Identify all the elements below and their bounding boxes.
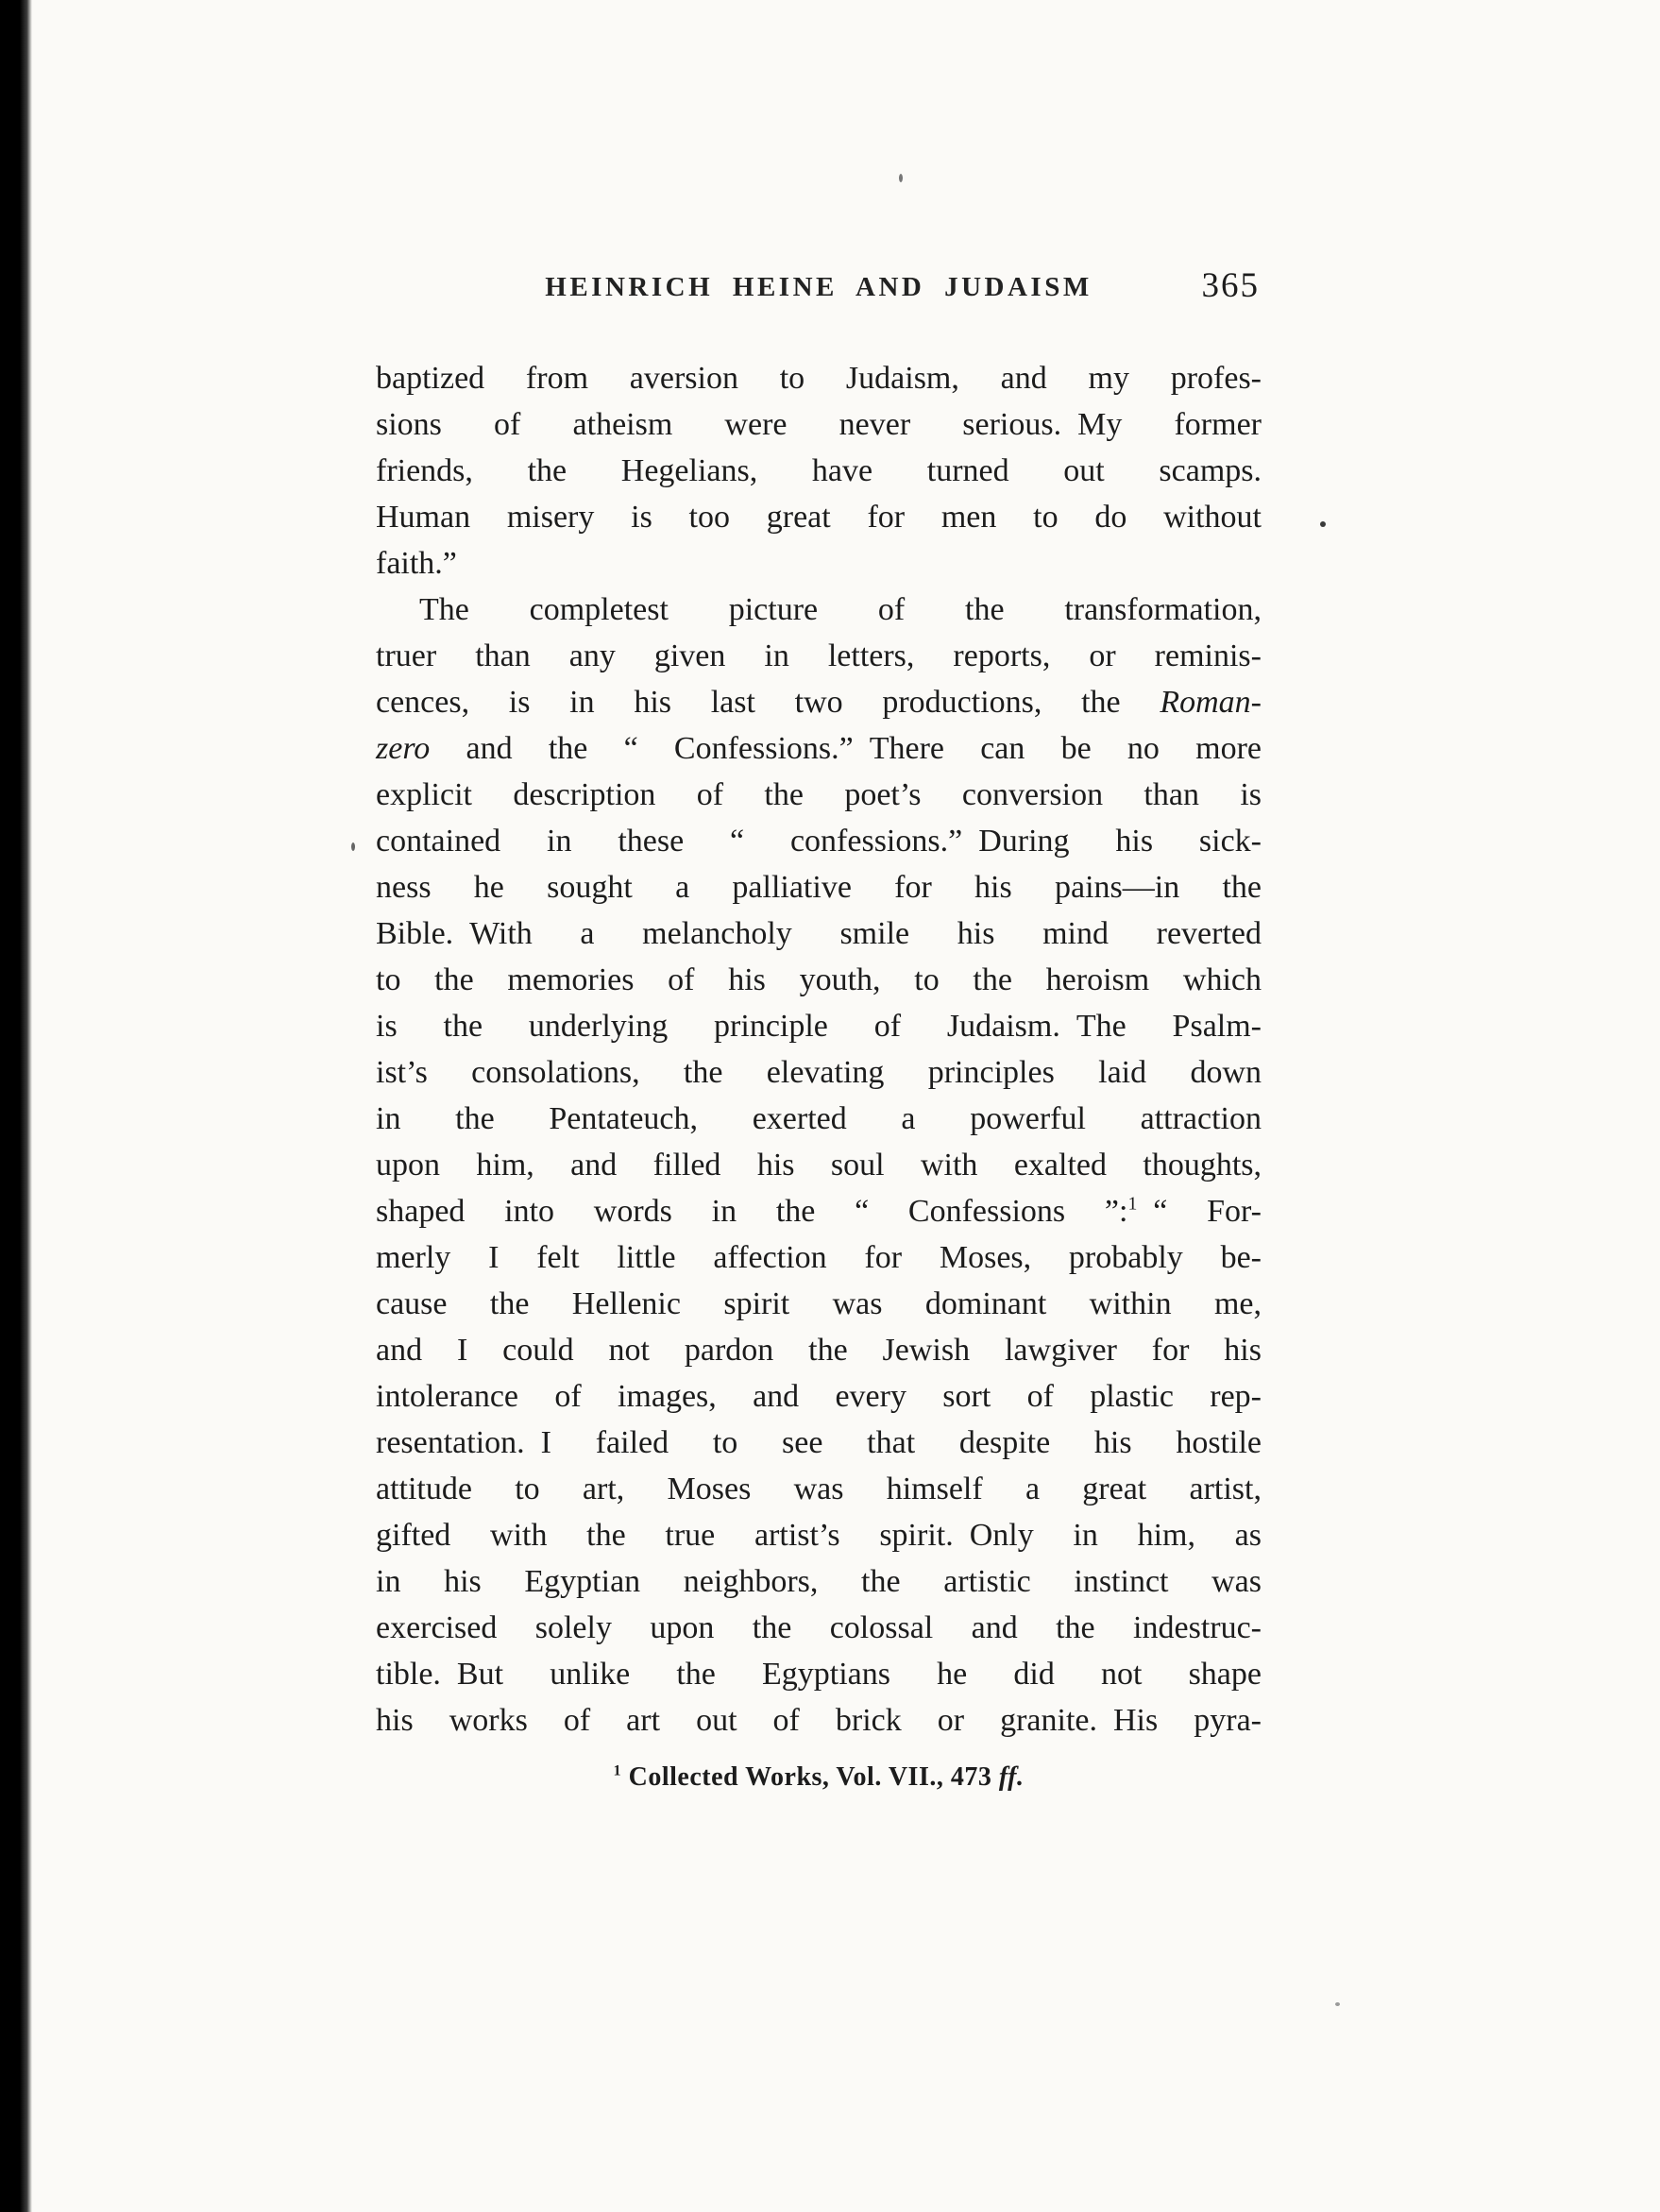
text-line: explicit description of the poet’s conversion than is — [376, 777, 1262, 812]
scan-edge-bar — [0, 0, 32, 2212]
page-number: 365 — [1201, 266, 1260, 305]
header-title: HEINRICH HEINE AND JUDAISM — [545, 272, 1093, 302]
text-line: ist’s consolations, the elevating principles laid down — [376, 1055, 1262, 1090]
text-line: tible. But unlike the Egyptians he did not shape — [376, 1657, 1262, 1692]
footnote: $^1$ Collected Works, Vol. VII., 473 ff. — [613, 1761, 1025, 1792]
text-line: ness he sought a palliative for his pains—in the — [376, 870, 1262, 905]
text-line: zero and the “ Confessions.” There can be no more — [376, 731, 1262, 766]
text-line: cause the Hellenic spirit was dominant within me, — [376, 1286, 1262, 1321]
text-line: is the underlying principle of Judaism. The Psalm- — [376, 1009, 1262, 1044]
text-line: baptized from aversion to Judaism, and my profes- — [376, 361, 1262, 396]
text-line: to the memories of his youth, to the heroism which — [376, 962, 1262, 997]
scan-speck — [351, 842, 355, 851]
scan-speck — [1320, 521, 1326, 527]
text-block — [376, 355, 1262, 1744]
text-line: The completest picture of the transformation, — [419, 592, 1262, 627]
running-header — [376, 266, 1262, 305]
text-line: upon him, and filled his soul with exalted thoughts, — [376, 1148, 1262, 1183]
text-line: Bible. With a melancholy smile his mind reverted — [376, 916, 1262, 951]
text-line: resentation. I failed to see that despite his hostile — [376, 1425, 1262, 1460]
text-line: contained in these “ confessions.” During his sick- — [376, 824, 1262, 859]
text-line: in his Egyptian neighbors, the artistic instinct was — [376, 1564, 1262, 1599]
text-line: attitude to art, Moses was himself a great artist, — [376, 1472, 1262, 1506]
text-line: gifted with the true artist’s spirit. Only in him, as — [376, 1518, 1262, 1553]
text-line: intolerance of images, and every sort of plastic rep- — [376, 1379, 1262, 1414]
paragraph — [376, 587, 1262, 1744]
text-line: sions of atheism were never serious. My former — [376, 407, 1262, 442]
text-line: exercised solely upon the colossal and the indestruc- — [376, 1610, 1262, 1645]
text-line: shaped into words in the “ Confessions ”:$^1$ “ For- — [376, 1193, 1262, 1229]
scan-speck — [899, 174, 903, 182]
text-line: in the Pentateuch, exerted a powerful attraction — [376, 1101, 1262, 1136]
text-line: truer than any given in letters, reports, or reminis- — [376, 638, 1262, 673]
text-line: and I could not pardon the Jewish lawgiver for his — [376, 1333, 1262, 1368]
text-line: his works of art out of brick or granite. His pyra- — [376, 1703, 1262, 1738]
text-line: friends, the Hegelians, have turned out scamps. — [376, 453, 1262, 488]
text-line: cences, is in his last two productions, the Roman- — [376, 685, 1262, 720]
paragraph — [376, 355, 1262, 587]
scan-speck — [1335, 2002, 1340, 2006]
text-line: Human misery is too great for men to do without — [376, 500, 1262, 535]
text-line: faith.” — [376, 546, 457, 581]
text-line: merly I felt little affection for Moses, probably be- — [376, 1240, 1262, 1275]
